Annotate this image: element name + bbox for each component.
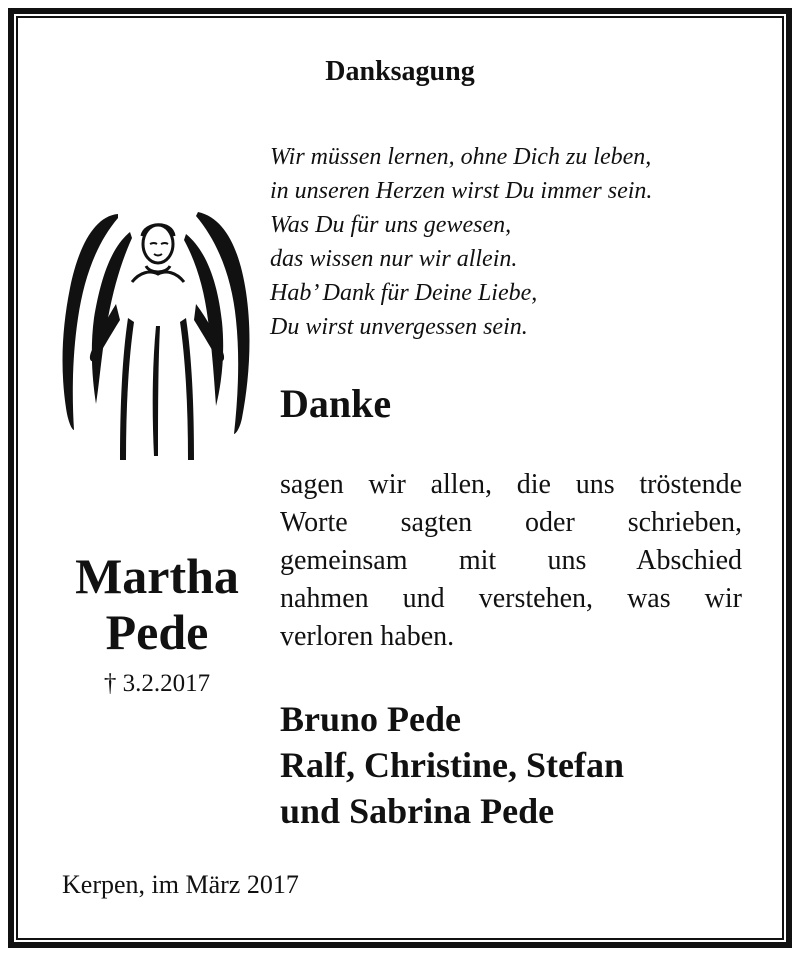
deceased-first-name: Martha [75, 548, 239, 604]
signers [280, 696, 624, 834]
danke-title: Danke [280, 381, 392, 426]
thanks-line: sagen wir allen, die uns tröstende [280, 469, 742, 500]
poem-line: Hab’ Dank für Deine Liebe, [270, 280, 538, 306]
thanks-line: gemeinsam mit uns Abschied [280, 545, 742, 576]
poem [270, 140, 760, 344]
deceased-name [60, 548, 254, 660]
thanks-line: nahmen und verstehen, was wir [280, 583, 742, 614]
thanks-paragraph [280, 466, 742, 656]
poem-line: das wissen nur wir allein. [270, 246, 518, 272]
thanks-line: verloren haben. [280, 621, 455, 652]
deceased-last-name: Pede [105, 604, 209, 660]
poem-line: Was Du für uns gewesen, [270, 212, 512, 238]
thanks-line: Worte sagten oder schrieben, [280, 507, 742, 538]
poem-line: in unseren Herzen wirst Du immer sein. [270, 178, 653, 204]
poem-line: Du wirst unvergessen sein. [270, 314, 528, 340]
signer-line: und Sabrina Pede [280, 791, 555, 831]
place-date: Kerpen, im März 2017 [62, 870, 299, 899]
angel-line-drawing-icon [58, 208, 254, 466]
signer-line: Bruno Pede [280, 699, 462, 739]
heading-danksagung: Danksagung [325, 56, 475, 87]
death-date: † 3.2.2017 [103, 670, 211, 697]
poem-line: Wir müssen lernen, ohne Dich zu leben, [270, 144, 652, 170]
signer-line: Ralf, Christine, Stefan [280, 745, 624, 785]
